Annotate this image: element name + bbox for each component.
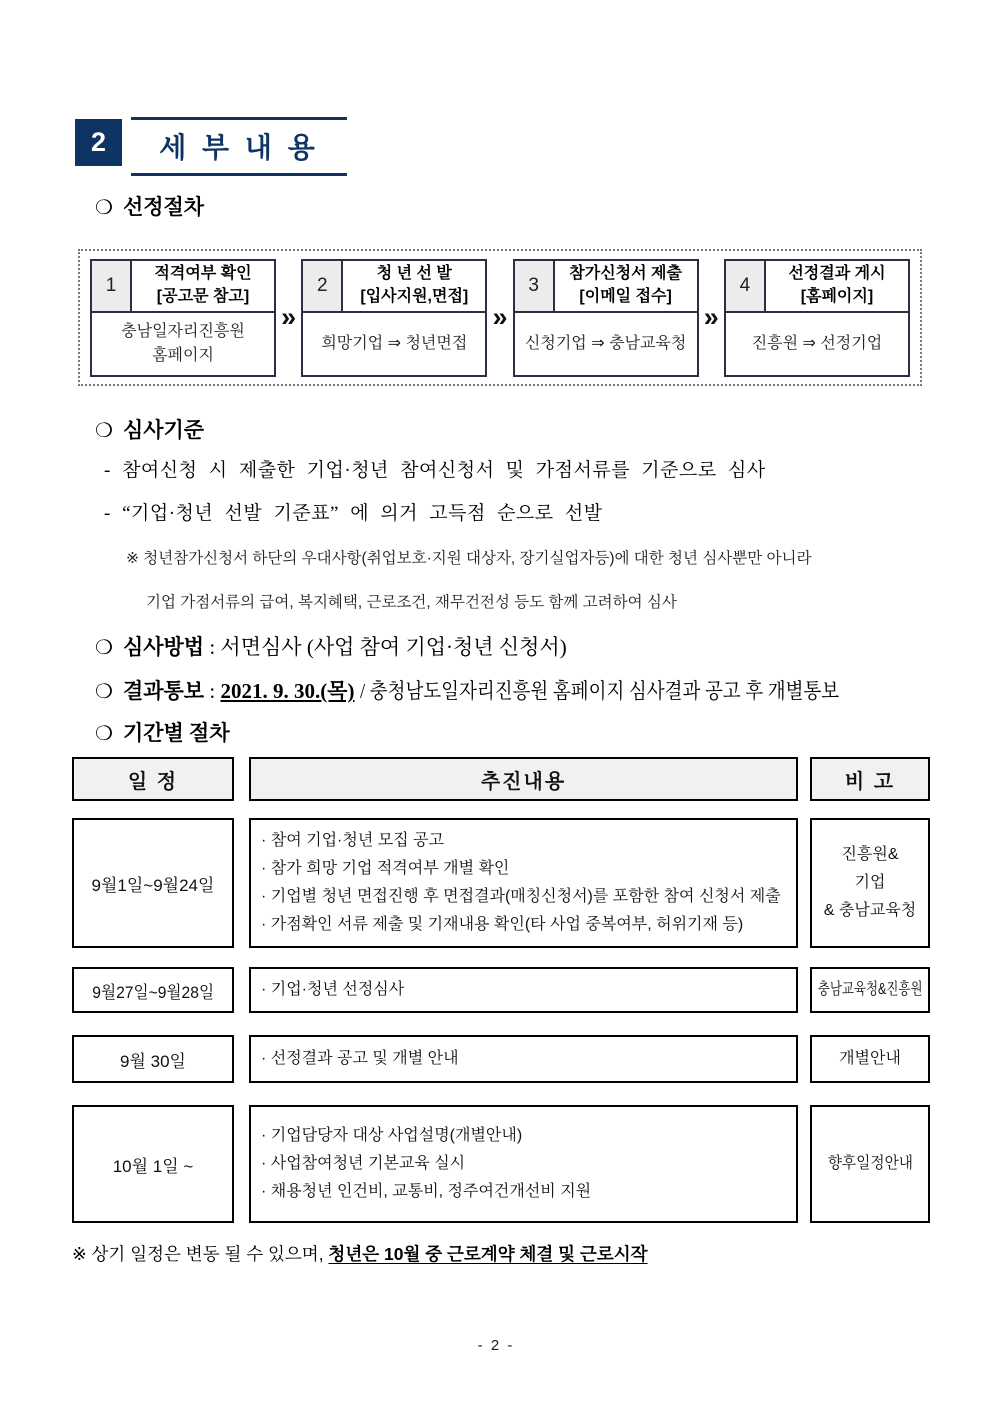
schedule-row3-tasks: [249, 1035, 798, 1083]
schedule-row4-task-3: · 채용청년 인건비, 교통비, 정주여건개선비 지원: [261, 1183, 592, 1200]
review-method-text: : 서면심사 (사업 참여 기업·청년 신청서): [204, 635, 567, 659]
flow-step-2-body-line1: 희망기업 ⇒ 청년면접: [321, 334, 468, 352]
schedule-row3-task-1: · 선정결과 공고 및 개별 안내: [261, 1050, 459, 1067]
flow-step-2: [301, 259, 487, 377]
result-notice-line: [95, 675, 904, 705]
review-method-line: [95, 631, 567, 661]
schedule-row4-remark: [810, 1105, 930, 1223]
schedule-row1-remark-line3: & 충남교육청: [823, 902, 917, 919]
schedule-row2-task-1: · 기업·청년 선정심사: [261, 981, 405, 998]
footer-note: [72, 1241, 648, 1266]
schedule-row3-remark: 개별안내: [810, 1035, 930, 1083]
result-notice-rest: / 충청남도일자리진흥원 홈페이지 심사결과 공고 후 개별통보: [359, 679, 839, 703]
flow-step-3-number: 3: [515, 261, 555, 311]
schedule-heading-label: 기간별 절차: [122, 721, 230, 745]
criteria-note-line1: ※ 청년참가신청서 하단의 우대사항(취업보호·지원 대상자, 장기실업자등)에 대한 청년 심사뿐만 아니라: [126, 550, 812, 567]
footer-note-prefix: ※ 상기 일정은 변동 될 수 있으며,: [72, 1244, 329, 1264]
schedule-row2-tasks: [249, 967, 798, 1013]
schedule-row4-task-1: · 기업담당자 대상 사업설명(개별안내): [261, 1127, 523, 1144]
result-notice-label: 결과통보: [122, 679, 205, 703]
flow-step-3-body: [515, 313, 697, 375]
page-number: - 2 -: [477, 1337, 515, 1354]
section-number-badge: 2: [75, 119, 122, 166]
flow-step-4-number: 4: [726, 261, 766, 311]
flow-step-1-body-line2: 홈페이지: [152, 346, 214, 364]
schedule-row1-task-2: · 참가 희망 기업 적격여부 개별 확인: [261, 860, 510, 877]
schedule-row1-remark: [810, 818, 930, 948]
flow-step-2-title-line2: [입사지원,면접]: [360, 287, 469, 305]
schedule-row2-date-text: 9월27일~9월28일: [92, 982, 214, 1002]
flow-step-2-header: [303, 261, 485, 313]
flow-step-1-title-line2: [공고문 참고]: [156, 287, 250, 305]
flow-step-3-title: [555, 261, 697, 311]
circle-bullet-icon: ❍: [95, 681, 113, 703]
flow-step-1-number: 1: [92, 261, 132, 311]
flow-step-3-title-line1: 참가신청서 제출: [569, 265, 682, 283]
flow-step-2-body: [303, 313, 485, 375]
flow-step-3: [513, 259, 699, 377]
flow-step-1-header: [92, 261, 274, 313]
schedule-row1-remark-line2: 기업: [854, 874, 886, 891]
criteria-note-line2: 기업 가점서류의 급여, 복지혜택, 근로조건, 재무건전성 등도 함께 고려하여 심사: [146, 594, 677, 611]
review-method-label: 심사방법: [122, 635, 205, 659]
flow-step-4-body-line1: 진흥원 ⇒ 선정기업: [751, 334, 883, 352]
result-notice-colon: :: [204, 679, 221, 703]
circle-bullet-icon: ❍: [95, 420, 113, 442]
schedule-row2-remark: [810, 967, 930, 1013]
footer-note-emphasis: 청년은 10월 중 근로계약 체결 및 근로시작: [328, 1244, 648, 1264]
flow-step-1-body-line1: 충남일자리진흥원: [121, 322, 245, 340]
selection-procedure-heading: [95, 191, 204, 221]
schedule-row2-remark-text: 충남교육청&진흥원: [817, 981, 923, 998]
flow-step-2-title: [343, 261, 485, 311]
flow-step-2-number: 2: [303, 261, 343, 311]
flow-step-4: [724, 259, 910, 377]
circle-bullet-icon: ❍: [95, 197, 113, 219]
schedule-row1-task-1: · 참여 기업·청년 모집 공고: [261, 832, 444, 849]
flow-step-3-title-line2: [이메일 접수]: [579, 287, 672, 305]
schedule-row4-date: 10월 1일 ~: [72, 1105, 234, 1223]
schedule-row1-task-4: · 가점확인 서류 제출 및 기재내용 확인(타 사업 중복여부, 허위기재 등): [261, 916, 744, 933]
flow-step-1-title-line1: 적격여부 확인: [154, 265, 252, 283]
circle-bullet-icon: ❍: [95, 723, 113, 745]
flow-step-4-header: [726, 261, 908, 313]
flow-step-4-title-line2: [홈페이지]: [800, 287, 874, 305]
selection-procedure-heading-label: 선정절차: [122, 195, 205, 219]
schedule-row4-tasks: [249, 1105, 798, 1223]
flow-step-2-title-line1: 청 년 선 발: [376, 265, 452, 283]
section-title: 세 부 내 용: [131, 117, 347, 176]
review-criteria-heading-label: 심사기준: [122, 418, 205, 442]
flow-arrow-icon: »: [281, 302, 297, 332]
schedule-row1-tasks: [249, 818, 798, 948]
flow-step-1-body: [92, 313, 274, 375]
circle-bullet-icon: ❍: [95, 637, 113, 659]
schedule-col-header-date: 일 정: [72, 757, 234, 801]
flow-step-4-title: [766, 261, 908, 311]
schedule-col-header-remark: 비 고: [810, 757, 930, 801]
criteria-item-1: - 참여신청 시 제출한 기업·청년 참여신청서 및 가점서류를 기준으로 심사: [104, 460, 766, 481]
result-notice-date: 2021. 9. 30.(목): [220, 679, 355, 703]
flow-step-3-body-line1: 신청기업 ⇒ 충남교육청: [524, 334, 687, 352]
schedule-row4-remark-text: 향후일정안내: [827, 1155, 913, 1172]
review-criteria-heading: [95, 414, 204, 444]
flow-step-3-header: [515, 261, 697, 313]
flow-arrow-icon: »: [703, 302, 719, 332]
schedule-heading: [95, 717, 230, 747]
schedule-row2-date: [72, 967, 234, 1013]
schedule-row1-task-3: · 기업별 청년 면접진행 후 면접결과(매칭신청서)를 포함한 참여 신청서 제출: [261, 888, 781, 905]
flow-step-4-title-line1: 선정결과 게시: [788, 265, 886, 283]
flow-arrow-icon: »: [492, 302, 508, 332]
flow-step-4-body: [726, 313, 908, 375]
flow-step-1-title: [132, 261, 274, 311]
schedule-row3-date: 9월 30일: [72, 1035, 234, 1083]
schedule-col-header-tasks: 추진내용: [249, 757, 798, 801]
schedule-row4-task-2: · 사업참여청년 기본교육 실시: [261, 1155, 466, 1172]
flow-step-1: [90, 259, 276, 377]
schedule-row1-date: 9월1일~9월24일: [72, 818, 234, 948]
selection-flowchart: [78, 249, 922, 386]
schedule-row1-remark-line1: 진흥원&: [841, 846, 899, 863]
criteria-item-2: - “기업·청년 선발 기준표” 에 의거 고득점 순으로 선발: [104, 503, 603, 524]
